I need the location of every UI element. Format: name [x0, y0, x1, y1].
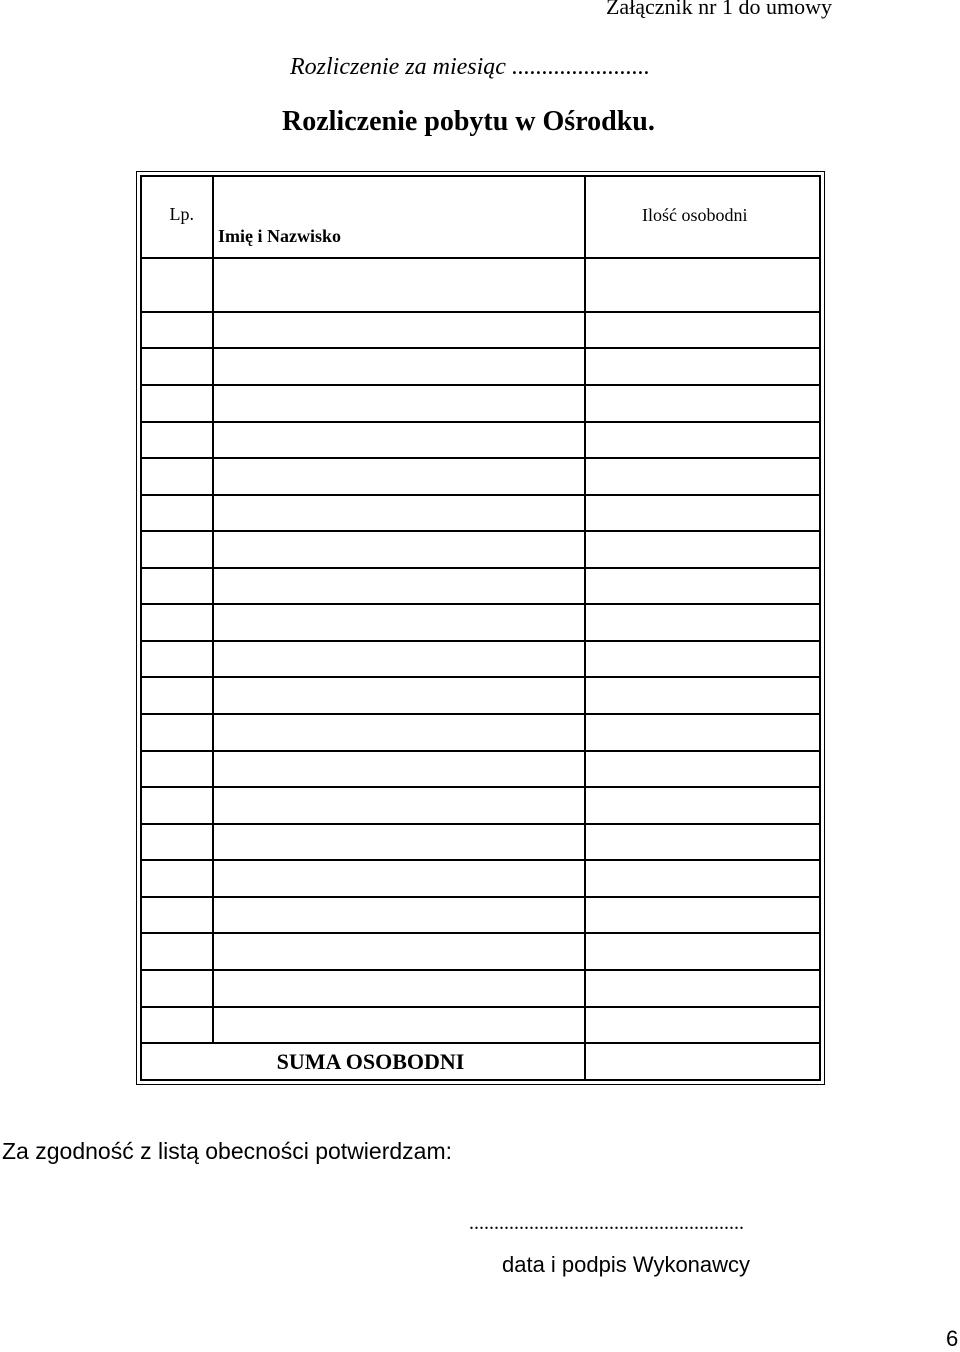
page-title: Rozliczenie pobytu w Ośrodku. — [282, 106, 655, 137]
name-cell[interactable] — [213, 677, 585, 714]
lp-cell[interactable] — [141, 1007, 213, 1044]
table-row — [141, 641, 820, 678]
name-cell[interactable] — [213, 495, 585, 532]
name-cell[interactable] — [213, 568, 585, 605]
sum-row — [141, 1043, 820, 1080]
table-row — [141, 568, 820, 605]
table-row — [141, 897, 820, 934]
lp-cell[interactable] — [141, 751, 213, 788]
days-cell[interactable] — [585, 1007, 820, 1044]
days-cell[interactable] — [585, 970, 820, 1007]
name-cell[interactable] — [213, 714, 585, 751]
lp-cell[interactable] — [141, 458, 213, 495]
days-cell[interactable] — [585, 860, 820, 897]
name-cell[interactable] — [213, 897, 585, 934]
days-cell[interactable] — [585, 568, 820, 605]
lp-cell[interactable] — [141, 495, 213, 532]
lp-cell[interactable] — [141, 787, 213, 824]
lp-cell[interactable] — [141, 641, 213, 678]
sum-value-cell[interactable] — [585, 1043, 820, 1080]
days-cell[interactable] — [585, 751, 820, 788]
name-cell[interactable] — [213, 970, 585, 1007]
table-row — [141, 495, 820, 532]
table-row — [141, 422, 820, 459]
days-cell[interactable] — [585, 933, 820, 970]
settlement-table — [136, 171, 825, 1085]
name-cell[interactable] — [213, 348, 585, 385]
header-name: Imię i Nazwisko — [218, 226, 341, 246]
name-cell[interactable] — [213, 641, 585, 678]
days-cell[interactable] — [585, 897, 820, 934]
table-row — [141, 348, 820, 385]
days-cell[interactable] — [585, 385, 820, 422]
table-row — [141, 824, 820, 861]
days-cell[interactable] — [585, 604, 820, 641]
table-row — [141, 258, 820, 312]
lp-cell[interactable] — [141, 312, 213, 349]
lp-cell[interactable] — [141, 897, 213, 934]
table-row — [141, 714, 820, 751]
table-row — [141, 531, 820, 568]
signature-caption: data i podpis Wykonawcy — [502, 1252, 751, 1277]
table-row — [141, 385, 820, 422]
name-cell[interactable] — [213, 604, 585, 641]
lp-cell[interactable] — [141, 568, 213, 605]
signature-line: ....................................................... — [469, 1212, 744, 1234]
lp-cell[interactable] — [141, 933, 213, 970]
page-number: 6 — [946, 1326, 959, 1351]
header-lp: Lp. — [169, 204, 194, 224]
lp-cell[interactable] — [141, 677, 213, 714]
name-cell[interactable] — [213, 422, 585, 459]
name-cell[interactable] — [213, 933, 585, 970]
table-row — [141, 1007, 820, 1044]
table-row — [141, 860, 820, 897]
name-cell[interactable] — [213, 458, 585, 495]
table-row — [141, 933, 820, 970]
lp-cell[interactable] — [141, 258, 213, 312]
header-lp-cell — [141, 176, 213, 258]
lp-cell[interactable] — [141, 860, 213, 897]
lp-cell[interactable] — [141, 531, 213, 568]
table-row — [141, 458, 820, 495]
lp-cell[interactable] — [141, 422, 213, 459]
lp-cell[interactable] — [141, 970, 213, 1007]
name-cell[interactable] — [213, 751, 585, 788]
name-cell[interactable] — [213, 824, 585, 861]
name-cell[interactable] — [213, 860, 585, 897]
attachment-label: Załącznik nr 1 do umowy — [605, 0, 832, 19]
days-cell[interactable] — [585, 258, 820, 312]
days-cell[interactable] — [585, 495, 820, 532]
days-cell[interactable] — [585, 641, 820, 678]
days-cell[interactable] — [585, 787, 820, 824]
lp-cell[interactable] — [141, 824, 213, 861]
table-header-row — [141, 176, 820, 258]
sum-label: SUMA OSOBODNI — [141, 1043, 585, 1080]
table-row — [141, 787, 820, 824]
days-cell[interactable] — [585, 312, 820, 349]
days-cell[interactable] — [585, 348, 820, 385]
header-days-cell — [585, 176, 820, 258]
days-cell[interactable] — [585, 458, 820, 495]
days-cell[interactable] — [585, 714, 820, 751]
name-cell[interactable] — [213, 312, 585, 349]
table-row — [141, 677, 820, 714]
header-name-cell — [213, 176, 585, 258]
header-days: Ilość osobodni — [642, 205, 748, 225]
lp-cell[interactable] — [141, 385, 213, 422]
name-cell[interactable] — [213, 258, 585, 312]
days-cell[interactable] — [585, 677, 820, 714]
lp-cell[interactable] — [141, 604, 213, 641]
days-cell[interactable] — [585, 422, 820, 459]
name-cell[interactable] — [213, 1007, 585, 1044]
table-row — [141, 312, 820, 349]
name-cell[interactable] — [213, 531, 585, 568]
table-row — [141, 604, 820, 641]
name-cell[interactable] — [213, 787, 585, 824]
lp-cell[interactable] — [141, 348, 213, 385]
month-line: Rozliczenie za miesiąc ....................... — [290, 54, 650, 80]
days-cell[interactable] — [585, 824, 820, 861]
table-row — [141, 970, 820, 1007]
days-cell[interactable] — [585, 531, 820, 568]
table-row — [141, 751, 820, 788]
name-cell[interactable] — [213, 385, 585, 422]
lp-cell[interactable] — [141, 714, 213, 751]
confirmation-text: Za zgodność z listą obecności potwierdzam: — [2, 1138, 452, 1164]
